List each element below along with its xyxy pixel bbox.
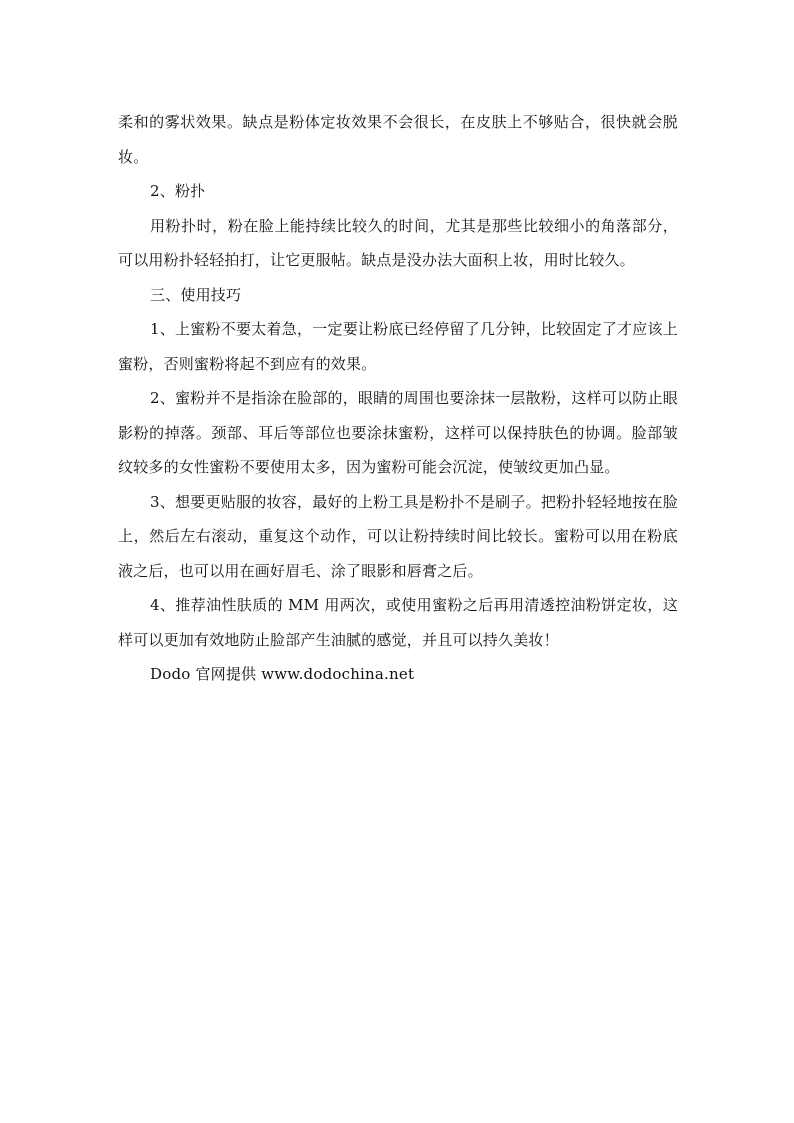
document-body [118, 105, 678, 692]
source-credit: Dodo 官网提供 www.dodochina.net [150, 665, 415, 683]
paragraph-powder-puff: 用粉扑时，粉在脸上能持续比较久的时间，尤其是那些比较细小的角落部分，可以用粉扑轻轻拍打，让它更服帖。缺点是没办法大面积上妆，用时比较久。 [118, 216, 678, 269]
paragraph-tip-2: 2、蜜粉并不是指涂在脸部的，眼睛的周围也要涂抹一层散粉，这样可以防止眼影粉的掉落。颈部、耳后等部位也要涂抹蜜粉，这样可以保持肤色的协调。脸部皱纹较多的女性蜜粉不要使用太多，因为蜜粉可能会沉淀，使皱纹更加凸显。 [118, 389, 678, 476]
paragraph-intro-continuation: 柔和的雾状效果。缺点是粉体定妆效果不会很长，在皮肤上不够贴合，很快就会脱妆。 [118, 113, 678, 166]
paragraph-tip-1: 1、上蜜粉不要太着急，一定要让粉底已经停留了几分钟，比较固定了才应该上蜜粉，否则蜜粉将起不到应有的效果。 [118, 320, 678, 373]
paragraph-tip-3: 3、想要更贴服的妆容，最好的上粉工具是粉扑不是刷子。把粉扑轻轻地按在脸上，然后左右滚动，重复这个动作，可以让粉持续时间比较长。蜜粉可以用在粉底液之后，也可以用在画好眉毛、涂了眼影和唇膏之后。 [118, 492, 678, 580]
section-heading-powder-puff: 2、粉扑 [150, 182, 206, 200]
paragraph-tip-4: 4、推荐油性肤质的 MM 用两次，或使用蜜粉之后再用清透控油粉饼定妆，这样可以更加有效地防止脸部产生油腻的感觉，并且可以持久美妆！ [118, 596, 678, 649]
section-heading-usage-tips: 三、使用技巧 [150, 285, 242, 304]
